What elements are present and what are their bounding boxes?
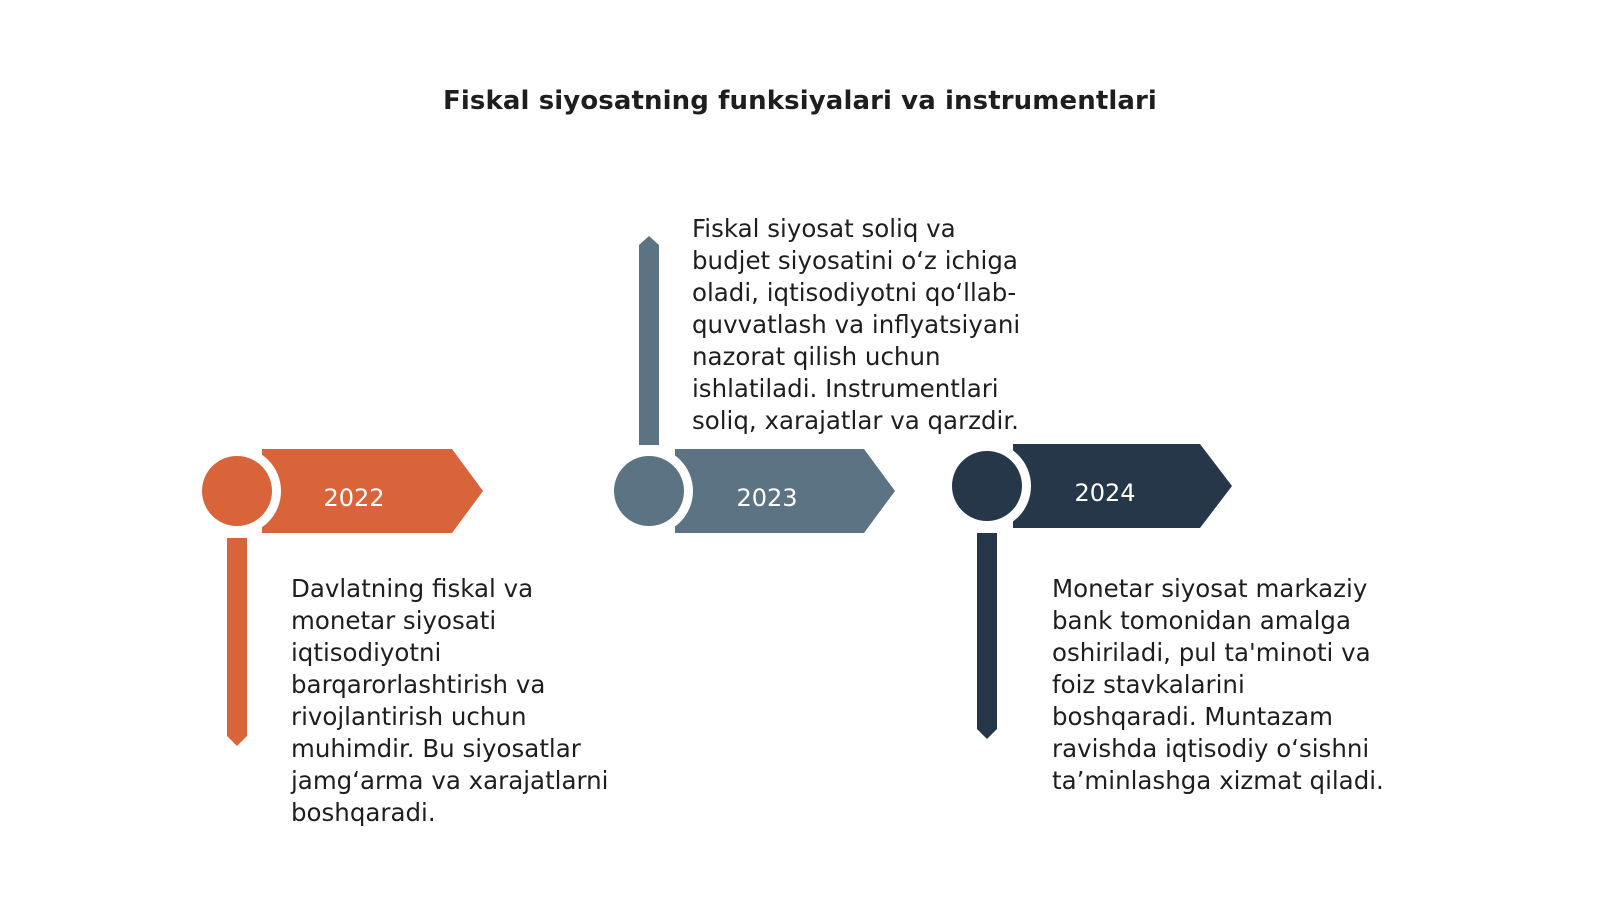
stem-tip-2023 [639,236,659,245]
year-label-2024: 2024 [1074,479,1136,507]
stem-2022 [227,538,247,736]
node-2023 [614,456,684,526]
node-2022 [202,456,272,526]
stem-tip-2024 [977,729,997,739]
stem-2023 [639,245,659,445]
stem-2024 [977,533,997,729]
milestone-2023-description: Fiskal siyosat soliq va budjet siyosatini o‘z ichiga oladi, iqtisodiyotni qo‘llab- quvvatlash va inflyatsiyani nazorat qilish uchun ishlatiladi. Instrumentlari soliq, xarajatlar va qarzdir. [692,214,1021,435]
page-title: Fiskal siyosatning funksiyalari va instrumentlari [443,86,1157,116]
year-label-2022: 2022 [323,484,385,512]
milestone-2024-description: Monetar siyosat markaziy bank tomonidan amalga oshiriladi, pul ta'minoti va foiz stavkalarini boshqaradi. Muntazam ravishda iqtisodiy o‘sishni ta’minlashga xizmat qiladi. [1052,574,1384,795]
year-label-2023: 2023 [736,484,798,512]
milestone-2022-description: Davlatning fiskal va monetar siyosati iqtisodiyotni barqarorlashtirish va rivojlantirish uchun muhimdir. Bu siyosatlar jamg‘arma va xarajatlarni boshqaradi. [291,574,609,827]
stem-tip-2022 [227,736,247,746]
node-2024 [952,451,1022,521]
